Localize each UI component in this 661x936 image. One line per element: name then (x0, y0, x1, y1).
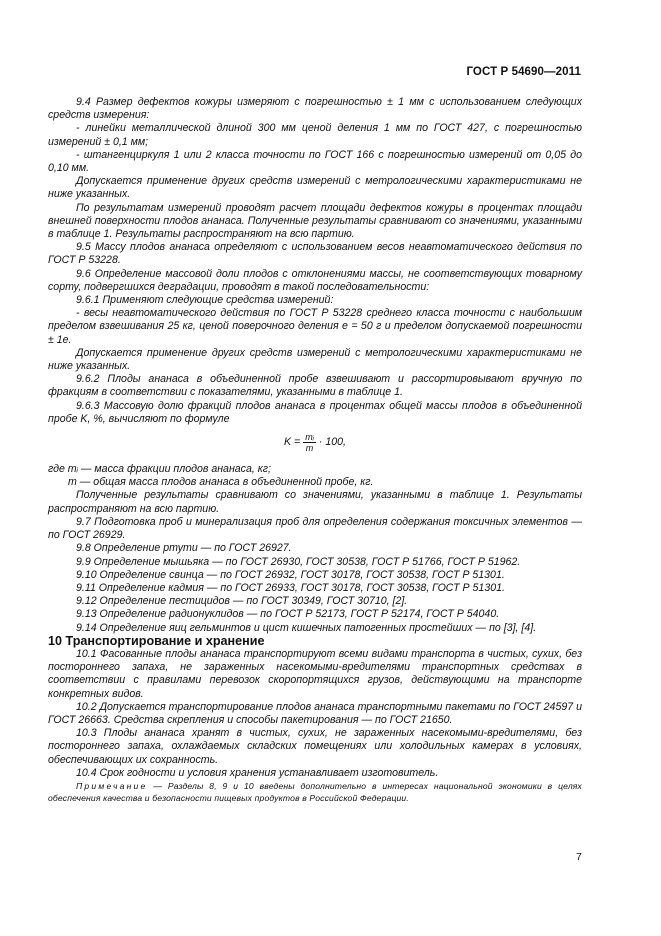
paragraph-10-4: 10.4 Срок годности и условия хранения устанавливает изготовитель. (76, 766, 439, 779)
paragraph-allowance: Допускается применение других средств измерений с метрологическими характеристиками не ниже указанных. (48, 175, 582, 201)
paragraph-9-5: 9.5 Массу плодов ананаса определяют с использованием весов неавтоматического действия по ГОСТ Р 53228. (48, 241, 582, 267)
paragraph-9-6-2: 9.6.2 Плоды ананаса в объединенной пробе взвешивают и рассортировывают вручную по фракциям в соответствии с показателями, указанными в таблице 1. (48, 373, 582, 399)
paragraph-10-1: 10.1 Фасованные плоды ананаса транспортируют всеми видами транспорта в чистых, сухих, без постороннего запаха, не зараженных насекомыми-вредителями транспортных средствах в соответствии с правилами перевозок скоропортящихся грузов, действующими на транспорте конкретных видов. (48, 647, 582, 700)
page-number: 7 (576, 851, 582, 863)
formula-lhs: K = (284, 435, 301, 448)
note (48, 780, 582, 804)
paragraph-results: Полученные результаты сравнивают со значениями, указанными в таблице 1. Результаты распространяют на всю партию. (48, 489, 582, 515)
where-m: m — общая масса плодов ананаса в объединенной пробе, кг. (68, 476, 374, 489)
formula-rhs: · 100, (318, 435, 346, 448)
note-text: — Разделы 8, 9 и 10 введены дополнительно в интересах национальной экономики в целях обеспечения качества и безопасности пищевых продуктов в Российской Федерации. (48, 780, 582, 803)
paragraph-10-3: 10.3 Плоды ананаса хранят в чистых, сухих, не зараженных насекомыми-вредителями, без постороннего запаха, охлаждаемых складских помещениях или холодильных камерах в условиях, обеспечивающих их сохранность. (48, 727, 582, 766)
paragraph-9-14: 9.14 Определение яиц гельминтов и цист кишечных патогенных простейших — по [3], [4]. (76, 621, 537, 634)
section-10-title: 10 Транспортирование и хранение (48, 633, 265, 648)
standard-header: ГОСТ Р 54690—2011 (466, 66, 581, 78)
paragraph-9-13: 9.13 Определение радионуклидов — по ГОСТ Р 52173, ГОСТ Р 52174, ГОСТ Р 54040. (76, 608, 500, 621)
list-item-caliper: - штангенциркуля 1 или 2 класса точности по ГОСТ 166 с погрешностью измерений от 0,05 до 0,10 мм. (48, 148, 582, 175)
paragraph-results-calc: По результатам измерений проводят расчет площади дефектов кожуры в процентах площади внешней поверхности плодов ананаса. Полученные результаты сравнивают со значениями, указанными в таблице 1. Результаты распространяют на всю партию. (48, 201, 582, 241)
paragraph-9-10: 9.10 Определение свинца — по ГОСТ 26932, ГОСТ 30178, ГОСТ 30538, ГОСТ Р 51301. (76, 568, 505, 581)
list-item-scales: - весы неавтоматического действия по ГОСТ Р 53228 среднего класса точности с наибольшим пределом взвешивания 25 кг, ценой поверочного деления е = 50 г и пределом допускаемой погрешности ± 1е. (48, 307, 582, 346)
list-item-ruler: - линейки металлической длиной 300 мм ценой деления 1 мм по ГОСТ 427, с погрешностью измерений ± 0,1 мм; (48, 122, 582, 148)
paragraph-9-12: 9.12 Определение пестицидов — по ГОСТ 30349, ГОСТ 30710, [2]. (76, 595, 408, 608)
formula-fraction (303, 432, 316, 453)
paragraph-9-6-1: 9.6.1 Применяют следующие средства измерений: (76, 294, 334, 307)
paragraph-9-6: 9.6 Определение массовой доли плодов с отклонениями массы, не соответствующих товарному сорту, подвергшихся деградации, проводят в такой последовательности: (48, 267, 582, 293)
paragraph-9-11: 9.11 Определение кадмия — по ГОСТ 26933, ГОСТ 30178, ГОСТ 30538, ГОСТ Р 51301. (76, 581, 505, 594)
note-label: Примечание (76, 780, 148, 791)
formula-numerator: mᵢ (305, 432, 314, 443)
paragraph-9-7: 9.7 Подготовка проб и минерализация проб для определения содержания токсичных элементов — по ГОСТ 26929. (48, 515, 582, 542)
where-mi: где mᵢ — масса фракции плодов ананаса, кг; (48, 463, 271, 476)
paragraph-9-4: 9.4 Размер дефектов кожуры измеряют с погрешностью ± 1 мм с использованием следующих средств измерения: (48, 96, 582, 122)
document-body (48, 96, 582, 804)
paragraph-9-6-3: 9.6.3 Массовую долю фракций плодов ананаса в процентах общей массы плодов в объединенной пробе K, %, вычисляют по формуле (48, 399, 582, 425)
paragraph-9-9: 9.9 Определение мышьяка — по ГОСТ 26930, ГОСТ 30538, ГОСТ Р 51766, ГОСТ Р 51962. (76, 555, 521, 568)
paragraph-10-2: 10.2 Допускается транспортирование плодов ананаса транспортными пакетами по ГОСТ 24597 и ГОСТ 26663. Средства скрепления и способы пакетирования — по ГОСТ 21650. (48, 700, 582, 726)
paragraph-9-8: 9.8 Определение ртути — по ГОСТ 26927. (76, 542, 292, 555)
paragraph-allowance-2: Допускается применение других средств измерений с метрологическими характеристиками не ниже указанных. (48, 346, 582, 373)
formula-denominator: m (305, 443, 314, 454)
formula-k (48, 432, 582, 453)
